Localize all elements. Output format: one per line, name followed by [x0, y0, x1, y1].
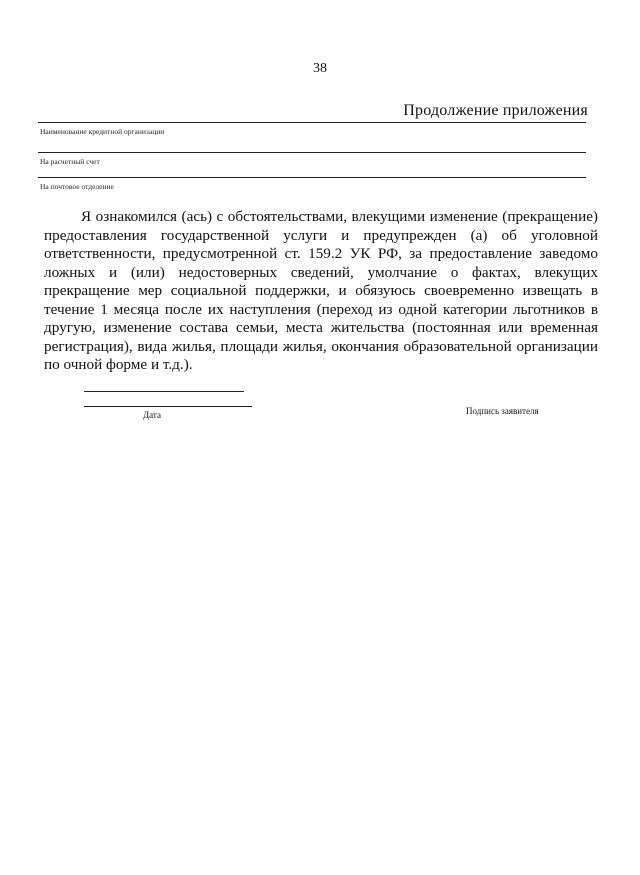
- bank-name-caption: Наименование кредитной организации: [40, 127, 165, 136]
- continuation-title: Продолжение приложения: [403, 102, 588, 119]
- page-number: 38: [313, 61, 327, 76]
- post-office-line: [38, 177, 586, 178]
- signature-caption: Подпись заявителя: [466, 406, 539, 416]
- date-line-upper: [84, 391, 244, 392]
- date-caption: Дата: [143, 410, 161, 420]
- account-line: [38, 152, 586, 153]
- statement-paragraph: Я ознакомился (ась) с обстоятельствами, влекущими изменение (прекращение) предоставления государственной услуги и предупрежден (а) об уголовной ответственности, предусмотренной ст. 159.2 УК РФ, за предоставление заведомо ложных и (или) недостоверных сведений, умолчание о фактах, влекущих прекращение мер социальной поддержки, и обязуюсь своевременно извещать в течение 1 месяца после их наступления (переход из одной категории льготников в другую, изменение состава семьи, места жительства (постоянная или временная регистрация), вида жилья, площади жилья, окончания образовательной организации по очной форме и т.д.).: [44, 208, 598, 373]
- bank-name-line: [38, 122, 586, 123]
- date-line-lower: [84, 406, 252, 407]
- post-office-caption: На почтовое отделение: [40, 182, 114, 191]
- account-caption: На расчетный счет: [40, 157, 100, 166]
